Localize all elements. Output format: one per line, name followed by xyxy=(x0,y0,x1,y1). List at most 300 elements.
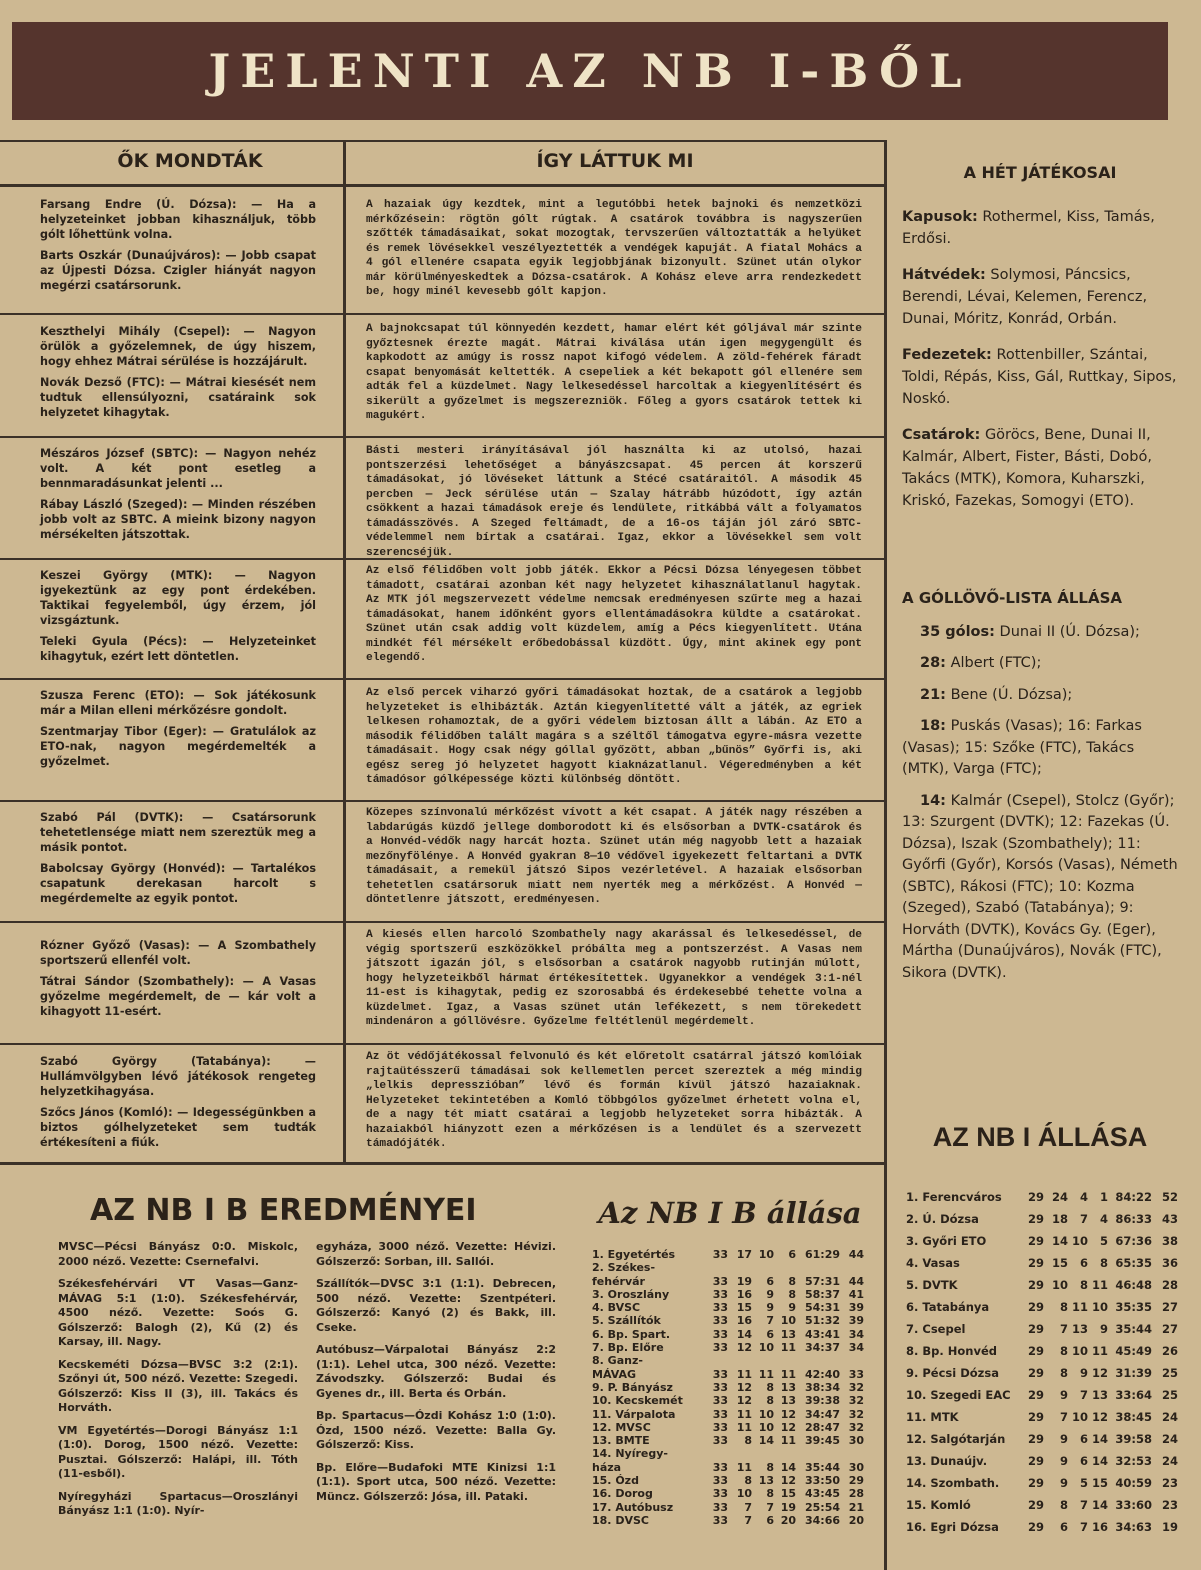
stat-cell xyxy=(840,1354,864,1367)
stat-cell: 8 xyxy=(1099,1256,1108,1270)
row-rule xyxy=(0,1043,887,1045)
quote: Szusza Ferenc (ETO): — Sok játékosunk már a Milan elleni mérkőzésre gondolt. xyxy=(40,689,316,717)
stat-cell: 11 xyxy=(736,1407,752,1421)
stat-cell: 33:64 xyxy=(1115,1388,1152,1402)
stat-cell: 8 xyxy=(766,1460,774,1474)
stat-cell: 9 xyxy=(1059,1454,1068,1468)
team-cell: 2. Székes- xyxy=(592,1261,656,1275)
stat-cell: 28:47 xyxy=(804,1420,840,1434)
team-cell: 1. Ferencváros xyxy=(906,1190,1002,1204)
nb1b-results-title: AZ NB I B EREDMÉNYEI xyxy=(90,1193,477,1228)
stat-cell: 28 xyxy=(848,1487,864,1501)
stat-cell: 38:34 xyxy=(804,1380,840,1394)
stat-cell: 13 xyxy=(1071,1322,1088,1336)
nb1b-standings-table xyxy=(592,1248,864,1527)
stat-cell: 67:36 xyxy=(1115,1234,1152,1248)
result-item: Bp. Spartacus—Ózdi Kohász 1:0 (1:0). Ózd, 1500 néző. Vezette: Balla Gy. Gólszerző: Kiss. xyxy=(316,1409,556,1451)
quote: Farsang Endre (Ú. Dózsa): — Ha a helyzeteinket jobban kihasználjuk, több gólt lőhettünk volna. xyxy=(40,198,316,241)
stat-cell: 19 xyxy=(736,1274,752,1288)
table-row xyxy=(592,1514,864,1527)
headline-banner xyxy=(12,22,1168,120)
stat-cell: 12 xyxy=(736,1380,752,1394)
stat-cell: 33 xyxy=(712,1474,728,1488)
rule-header-bottom xyxy=(0,184,887,187)
team-cell: 4. Vasas xyxy=(906,1256,960,1270)
stat-cell: 10 xyxy=(736,1487,752,1501)
stat-cell: 29 xyxy=(1027,1190,1044,1204)
stat-cell: 29 xyxy=(1027,1454,1044,1468)
table-row xyxy=(592,1301,864,1314)
match-report: A kiesés ellen harcoló Szombathely nagy akarással és lelkesedéssel, de végig sportszerű eszközökkel próbálta meg a pontszerzést. A Vasas nem játszott igazán jól, s elsősorban a csatárok nagyobb rutinján múlott, hogy helyzeteikből hármat értékesítettek. Ugyanekkor a vendégek 3:1-nél 11-est is kihagytak, pedig ez szorosabbá és érdekesebbé tehette volna a küzdelmet. Igaz, a Vasas szünet után lefékezett, s nem törekedett mindenáron a góllövésre. Győzelme feltétlenül megérdemelt. xyxy=(366,929,862,1028)
stat-cell: 8 xyxy=(1059,1344,1068,1358)
stat-cell: 33 xyxy=(712,1394,728,1408)
stat-cell: 29 xyxy=(1027,1432,1044,1446)
stat-cell: 11 xyxy=(1091,1344,1108,1358)
stat-cell: 7 xyxy=(1079,1212,1088,1226)
stat-cell: 34:37 xyxy=(804,1341,840,1355)
table-row xyxy=(906,1494,1178,1516)
nb1-table-title: AZ NB I ÁLLÁSA xyxy=(932,1122,1148,1152)
stat-cell: 26 xyxy=(1161,1344,1178,1358)
stat-cell: 15 xyxy=(780,1487,796,1501)
divider-left xyxy=(343,140,346,1162)
stat-cell: 29 xyxy=(1027,1212,1044,1226)
stat-cell: 33:60 xyxy=(1115,1498,1152,1512)
divider-right xyxy=(884,140,887,1570)
match-report: Az első percek viharzó győri támadásokat hoztak, de a csatárok a legjobb helyzeteket is elhibázták. Aztán kiegyenlítetté vált a játék, az egriek lelkesen rohamoztak, de a győri védelem biztosan állt a lábán. Az ETO a második félidőben talált magára s a széltől támogatva egyre-másra vezette támadásait. Hogy csak négy góllal győzött, abban „bűnös” Győrfi is, aki egész sereg jó helyzetet hagyott kiaknázatlanul. Végeredményben a két támadósor gólképessége közti különbség döntött. xyxy=(366,687,862,786)
team-cell: 18. DVSC xyxy=(592,1513,649,1527)
stat-cell: 11 xyxy=(1071,1300,1088,1314)
stat-cell: 6 xyxy=(1059,1520,1068,1534)
said-column-title: ŐK MONDTÁK xyxy=(117,150,263,172)
table-row xyxy=(906,1340,1178,1362)
stat-cell: 19 xyxy=(780,1500,796,1514)
stat-cell xyxy=(700,1261,728,1274)
stat-cell: 8 xyxy=(744,1434,752,1448)
team-cell: 2. Ú. Dózsa xyxy=(906,1212,979,1226)
stat-cell: 41 xyxy=(848,1287,864,1301)
stat-cell: 11 xyxy=(758,1367,774,1381)
stat-cell xyxy=(752,1354,774,1367)
stat-cell: 10 xyxy=(758,1248,774,1261)
stat-cell xyxy=(752,1261,774,1274)
said-block xyxy=(40,446,316,548)
stat-cell: 14 xyxy=(1051,1234,1068,1248)
stat-cell: 44 xyxy=(848,1248,864,1261)
stat-cell: 20 xyxy=(848,1513,864,1527)
team-cell: 14. Nyíregy- xyxy=(592,1447,668,1461)
stat-cell: 35:35 xyxy=(1115,1300,1152,1314)
table-row xyxy=(592,1314,864,1327)
stat-cell: 13 xyxy=(780,1327,796,1341)
stat-cell: 10 xyxy=(1071,1234,1088,1248)
stat-cell: 33 xyxy=(712,1274,728,1288)
quote: Rózner Győző (Vasas): — A Szombathely sportszerű ellenfél volt. xyxy=(40,939,316,967)
stat-cell: 7 xyxy=(1079,1388,1088,1402)
table-row xyxy=(592,1261,864,1274)
table-row xyxy=(906,1296,1178,1318)
quote: Szentmarjay Tibor (Eger): — Gratulálok az ETO-nak, nagyon megérdemelték a győzelmet. xyxy=(40,725,316,768)
stat-cell: 25 xyxy=(1161,1366,1178,1380)
stat-cell: 33 xyxy=(848,1367,864,1381)
table-row xyxy=(906,1362,1178,1384)
stat-cell: 33 xyxy=(712,1420,728,1434)
table-row xyxy=(592,1447,864,1460)
stat-cell: 12 xyxy=(1091,1366,1108,1380)
stat-cell: 38 xyxy=(1161,1234,1178,1248)
stat-cell: 23 xyxy=(1161,1498,1178,1512)
nb1-standings-table xyxy=(906,1186,1178,1538)
team-cell: 12. MVSC xyxy=(592,1420,651,1434)
stat-cell xyxy=(700,1447,728,1460)
stat-cell: 34 xyxy=(848,1327,864,1341)
table-row xyxy=(592,1408,864,1421)
stat-cell: 8 xyxy=(788,1274,796,1288)
stat-cell: 7 xyxy=(1079,1498,1088,1512)
table-row xyxy=(906,1406,1178,1428)
stat-cell: 46:48 xyxy=(1115,1278,1152,1292)
stat-cell: 13 xyxy=(780,1380,796,1394)
stat-cell: 29 xyxy=(1027,1388,1044,1402)
stat-cell: 4 xyxy=(1079,1190,1088,1204)
stat-cell: 27 xyxy=(1161,1300,1178,1314)
quote: Novák Dezső (FTC): — Mátrai kiesését nem tudtuk ellensúlyozni, csatáraink sok helyzetet kihagytak. xyxy=(40,376,316,419)
table-row xyxy=(592,1275,864,1288)
stat-cell: 17 xyxy=(736,1248,752,1261)
nb1b-results-col2 xyxy=(316,1240,556,1512)
stat-cell: 6 xyxy=(788,1248,796,1261)
stat-cell: 29 xyxy=(1027,1234,1044,1248)
stat-cell: 35:44 xyxy=(1115,1322,1152,1336)
quote: Szabó Pál (DVTK): — Csatársorunk tehetetlensége miatt nem szereztük meg a másik pontot. xyxy=(40,811,316,854)
table-row xyxy=(592,1328,864,1341)
stat-cell: 8 xyxy=(766,1487,774,1501)
stat-cell xyxy=(796,1354,840,1367)
table-row xyxy=(592,1354,864,1367)
stat-cell: 43:45 xyxy=(804,1487,840,1501)
result-item: Nyíregyházi Spartacus—Oroszlányi Bányász 1:1 (1:0). Nyír- xyxy=(58,1489,298,1517)
nb1b-table-title: Az NB I B állása xyxy=(598,1196,862,1230)
table-row xyxy=(906,1472,1178,1494)
stat-cell: 6 xyxy=(1079,1256,1088,1270)
stat-cell: 12 xyxy=(780,1420,796,1434)
table-row xyxy=(906,1274,1178,1296)
stat-cell: 29 xyxy=(1027,1278,1044,1292)
stat-cell: 44 xyxy=(848,1274,864,1288)
stat-cell: 33 xyxy=(712,1500,728,1514)
table-row xyxy=(906,1208,1178,1230)
stat-cell: 29 xyxy=(1027,1520,1044,1534)
stat-cell: 14 xyxy=(1091,1432,1108,1446)
stat-cell: 29 xyxy=(1027,1344,1044,1358)
nb1b-results-col1 xyxy=(58,1240,298,1527)
stat-cell: 34 xyxy=(848,1341,864,1355)
row-rule xyxy=(0,921,887,923)
headline-title: JELENTI AZ NB I-BŐL xyxy=(208,44,972,98)
quote: Tátrai Sándor (Szombathely): — A Vasas győzelme megérdemelt, de — kár volt a kihagyott 11-esért. xyxy=(40,975,316,1018)
stat-cell: 29 xyxy=(1027,1366,1044,1380)
stat-cell: 34:66 xyxy=(804,1513,840,1527)
stat-cell: 14 xyxy=(1091,1454,1108,1468)
stat-cell: 9 xyxy=(766,1301,774,1315)
stat-cell: 9 xyxy=(1099,1322,1108,1336)
stat-cell: 29 xyxy=(1027,1256,1044,1270)
stat-cell xyxy=(796,1447,840,1460)
team-cell: 1. Egyetértés xyxy=(592,1248,676,1261)
stat-cell xyxy=(700,1354,728,1367)
row-rule xyxy=(0,313,887,315)
result-item: MVSC—Pécsi Bányász 0:0. Miskolc, 2000 néző. Vezette: Csernefalvi. xyxy=(58,1240,298,1268)
team-cell: 14. Szombath. xyxy=(906,1476,1000,1490)
stat-cell: 9 xyxy=(1059,1476,1068,1490)
team-cell: 9. P. Bányász xyxy=(592,1380,673,1394)
stat-cell: 11 xyxy=(736,1420,752,1434)
table-row xyxy=(592,1381,864,1394)
stat-cell: 65:35 xyxy=(1115,1256,1152,1270)
players-goalkeepers: Kapusok: Rothermel, Kiss, Tamás, Erdősi. xyxy=(902,209,1155,247)
stat-cell: 32 xyxy=(848,1420,864,1434)
table-row xyxy=(592,1248,864,1261)
stat-cell: 6 xyxy=(766,1327,774,1341)
team-cell: 12. Salgótarján xyxy=(906,1432,1006,1446)
stat-cell: 24 xyxy=(1051,1190,1068,1204)
team-cell: 6. Bp. Spart. xyxy=(592,1327,671,1341)
row-rule xyxy=(0,678,887,680)
stat-cell: 8 xyxy=(744,1474,752,1488)
stat-cell: 15 xyxy=(736,1301,752,1315)
table-row xyxy=(592,1434,864,1447)
stat-cell: 10 xyxy=(1051,1278,1068,1292)
team-cell: 11. MTK xyxy=(906,1410,959,1424)
stat-cell: 6 xyxy=(1079,1432,1088,1446)
result-item: Székesfehérvári VT Vasas—Ganz-MÁVAG 5:1 (1:0). Székesfehérvár, 4500 néző. Vezette: Soós G. Gólszerző: Balogh (2), Kű (2) és Karsay, ill. Nagy. xyxy=(58,1277,298,1348)
stat-cell: 33 xyxy=(712,1407,728,1421)
stat-cell: 58:37 xyxy=(804,1287,840,1301)
stat-cell: 33 xyxy=(712,1487,728,1501)
stat-cell: 40:59 xyxy=(1115,1476,1152,1490)
stat-cell: 25:54 xyxy=(804,1500,840,1514)
stat-cell: 6 xyxy=(766,1274,774,1288)
table-row xyxy=(906,1230,1178,1252)
stat-cell: 33 xyxy=(712,1327,728,1341)
said-block xyxy=(40,568,316,670)
table-row xyxy=(592,1421,864,1434)
stat-cell: 12 xyxy=(780,1407,796,1421)
quote: Mészáros József (SBTC): — Nagyon nehéz volt. A két pont esetleg a bennmaradásunkat jelenti ... xyxy=(40,447,316,490)
players-defenders: Hátvédek: Solymosi, Páncsics, Berendi, Lévai, Kelemen, Ferencz, Dunai, Móritz, Konrád, Orbán. xyxy=(902,267,1148,327)
stat-cell: 12 xyxy=(780,1474,796,1488)
said-block xyxy=(40,197,316,299)
stat-cell: 10 xyxy=(780,1314,796,1328)
team-cell: 3. Győri ETO xyxy=(906,1234,987,1248)
team-cell: 8. Ganz- xyxy=(592,1354,643,1368)
result-item: Szállítók—DVSC 3:1 (1:1). Debrecen, 500 néző. Vezette: Szentpéteri. Gólszerző: Kanyó (2) és Bakk, ill. Cseke. xyxy=(316,1277,556,1334)
said-block xyxy=(40,938,316,1025)
team-cell: 10. Kecskemét xyxy=(592,1394,683,1408)
stat-cell: 29 xyxy=(1027,1322,1044,1336)
stat-cell: 33 xyxy=(712,1367,728,1381)
stat-cell xyxy=(752,1447,774,1460)
stat-cell: 19 xyxy=(1161,1520,1178,1534)
stat-cell: 9 xyxy=(1059,1388,1068,1402)
stat-cell: 7 xyxy=(1079,1520,1088,1534)
players-forwards: Csatárok: Göröcs, Bene, Dunai II, Kalmár, Albert, Fister, Básti, Dobó, Takács (MTK), Komora, Kuharszki, Kriskó, Fazekas, Somogyi (ETO). xyxy=(902,427,1152,509)
stat-cell: 11 xyxy=(1091,1278,1108,1292)
stat-cell: 35:44 xyxy=(804,1460,840,1474)
stat-cell: 16 xyxy=(736,1287,752,1301)
stat-cell: 8 xyxy=(766,1394,774,1408)
row-rule xyxy=(0,800,887,802)
row-rule xyxy=(0,436,887,438)
team-cell: 5. Szállítók xyxy=(592,1314,661,1328)
stat-cell xyxy=(840,1447,864,1460)
stat-cell: 11 xyxy=(736,1367,752,1381)
stat-cell: 36 xyxy=(1161,1256,1178,1270)
table-row xyxy=(592,1461,864,1474)
result-item: Bp. Előre—Budafoki MTE Kinizsi 1:1 (1:1). Sport utca, 500 néző. Vezette: Müncz. Gólszerző: Jósa, ill. Pataki. xyxy=(316,1460,556,1503)
stat-cell: 5 xyxy=(1099,1234,1108,1248)
stat-cell: 16 xyxy=(736,1314,752,1328)
stat-cell xyxy=(728,1354,752,1367)
stat-cell: 8 xyxy=(766,1380,774,1394)
stat-cell: 33 xyxy=(712,1314,728,1328)
stat-cell xyxy=(840,1261,864,1274)
stat-cell xyxy=(774,1447,796,1460)
stat-cell: 10 xyxy=(758,1420,774,1434)
stat-cell: 8 xyxy=(1059,1300,1068,1314)
team-cell: 13. BMTE xyxy=(592,1434,650,1448)
stat-cell: 7 xyxy=(1059,1410,1068,1424)
stat-cell: 9 xyxy=(788,1301,796,1315)
stat-cell: 24 xyxy=(1161,1410,1178,1424)
stat-cell: 29 xyxy=(848,1474,864,1488)
team-cell: 16. Dorog xyxy=(592,1487,653,1501)
quote: Babolcsay György (Honvéd): — Tartalékos csapatunk derekasan harcolt s megérdemelte az egyik pontot. xyxy=(40,862,316,905)
stat-cell: 32 xyxy=(848,1407,864,1421)
stat-cell: 38:45 xyxy=(1115,1410,1152,1424)
stat-cell: 8 xyxy=(1059,1498,1068,1512)
stat-cell: 10 xyxy=(758,1407,774,1421)
stat-cell xyxy=(774,1354,796,1367)
team-cell: 17. Autóbusz xyxy=(592,1500,674,1514)
stat-cell: 33 xyxy=(712,1380,728,1394)
goalscorer-entry: 21: Bene (Ú. Dózsa); xyxy=(920,686,1073,703)
team-cell: 16. Egri Dózsa xyxy=(906,1520,999,1534)
team-cell: fehérvár xyxy=(592,1274,645,1288)
match-report: Az első félidőben volt jobb játék. Ekkor a Pécsi Dózsa lényegesen többet támadott, csatárai azonban két nagy helyzetet kihasználatlanul hagytak. Az MTK jól megszervezett védelme nemcsak eredményesen szűrte meg a hazai támadásokat, hanem időnként gyors ellentámadásokra küldte a csatárokat. Szünet után csak addig volt küzdelem, amíg a Pécs kiegyenlített. Utána mindkét fél mérsékelt erőbedobással küzdött. Úgy, mint akinek egy pont elegendő. xyxy=(366,565,862,664)
stat-cell: 43:41 xyxy=(804,1327,840,1341)
stat-cell: 39:58 xyxy=(1115,1432,1152,1446)
stat-cell: 32:53 xyxy=(1115,1454,1152,1468)
stat-cell: 57:31 xyxy=(804,1274,840,1288)
stat-cell: 39:45 xyxy=(804,1434,840,1448)
stat-cell: 25 xyxy=(1161,1388,1178,1402)
stat-cell: 28 xyxy=(1161,1278,1178,1292)
stat-cell: 27 xyxy=(1161,1322,1178,1336)
stat-cell: 10 xyxy=(1071,1344,1088,1358)
match-report: A hazaiak úgy kezdtek, mint a legutóbbi hetek bajnoki és nemzetközi mérkőzésein: rögtön gólt rúgtak. A csatárok továbbra is nagyszerűen szőtték támadásaikat, sokat mozogtak, tervszerűen változtatták a helyüket és remek lövésekkel veszélyeztették a vendégek kapuját. A fiatal Mohács a 4 gól ellenére csapata egyik legjobbjának bizonyult. Szünet után olykor már körülményeskedtek a Dózsa-csatárok. A Kohász eleve arra rendezkedett be, hogy minél kevesebb gólt kapjon. xyxy=(366,199,862,298)
stat-cell: 33 xyxy=(712,1341,728,1355)
stat-cell: 12 xyxy=(736,1394,752,1408)
stat-cell: 23 xyxy=(1161,1476,1178,1490)
stat-cell xyxy=(774,1261,796,1274)
match-report: Básti mesteri irányításával jól használta ki az utolsó, hazai pontszerzési lehetőséget a bányászcsapat. 45 percen át korszerű támadásokat, jó lövéseket láttunk a Stécé csatáraitól. A második 45 percben — Jeck sérülése után — Szalay hátrább húzódott, így aztán csökkent a hazai támadások ereje és lendülete, ritkábbá vált a folyamatos támadásszövés. A Szeged feltámadt, de a 16-os táján jól záró SBTC-védelemmel nem bírtak a csatárai. Igaz, ekkor a lövésekkel sem volt szerencséjük. xyxy=(366,445,862,559)
stat-cell: 39 xyxy=(848,1314,864,1328)
team-cell: 9. Pécsi Dózsa xyxy=(906,1366,999,1380)
stat-cell: 33 xyxy=(712,1248,728,1261)
stat-cell: 7 xyxy=(766,1500,774,1514)
table-row xyxy=(906,1252,1178,1274)
result-item: Kecskeméti Dózsa—BVSC 3:2 (2:1). Szőnyi út, 500 néző. Vezette: Szegedi. Gólszerző: Kiss II (3), ill. Takács és Horváth. xyxy=(58,1357,298,1414)
quote: Szabó György (Tatabánya): — Hullámvölgyben lévő játékosok rengeteg helyzetkihagyása. xyxy=(40,1055,316,1098)
stat-cell: 6 xyxy=(1079,1454,1088,1468)
stat-cell: 12 xyxy=(736,1341,752,1355)
table-row xyxy=(906,1186,1178,1208)
stat-cell: 9 xyxy=(1059,1432,1068,1446)
stat-cell: 33 xyxy=(712,1513,728,1527)
table-row xyxy=(906,1516,1178,1538)
stat-cell: 84:22 xyxy=(1115,1190,1152,1204)
team-cell: 7. Csepel xyxy=(906,1322,966,1336)
stat-cell: 10 xyxy=(1071,1410,1088,1424)
stat-cell: 33 xyxy=(712,1301,728,1315)
stat-cell: 1 xyxy=(1099,1190,1108,1204)
table-row xyxy=(592,1394,864,1407)
stat-cell: 8 xyxy=(1079,1278,1088,1292)
stat-cell: 32 xyxy=(848,1394,864,1408)
stat-cell: 15 xyxy=(1091,1476,1108,1490)
team-cell: 5. DVTK xyxy=(906,1278,958,1292)
rule-header-top xyxy=(0,140,887,142)
stat-cell: 5 xyxy=(1079,1476,1088,1490)
stat-cell: 11 xyxy=(736,1460,752,1474)
goalscorer-entry: 18: Puskás (Vasas); 16: Farkas (Vasas); 15: Szőke (FTC), Takács (MTK), Varga (FTC); xyxy=(902,718,1142,777)
stat-cell: 7 xyxy=(744,1500,752,1514)
said-block xyxy=(40,810,316,912)
stat-cell: 39:38 xyxy=(804,1394,840,1408)
match-report: Az öt védőjátékossal felvonuló és két előretolt csatárral játszó komlóiak rajtaütésszerű támadásai sok kellemetlen percet szereztek a még mindig „lelkis depresszióban” lévő és formán kívül játszó hazaiaknak. Helyzeteket tekintetében a Komló többgólos győzelmet érhetett volna el, de a nagy tét miatt csatárai a legjobb helyzeteket sorra hibázták. A hazaiakból hiányzott ezen a mérkőzésen is a lendület és a szervezett támadójáték. xyxy=(366,1051,862,1150)
team-cell: MÁVAG xyxy=(592,1367,637,1381)
week-players xyxy=(902,206,1178,526)
stat-cell: 7 xyxy=(766,1314,774,1328)
stat-cell: 29 xyxy=(1027,1476,1044,1490)
stat-cell: 24 xyxy=(1161,1454,1178,1468)
stat-cell: 9 xyxy=(1079,1366,1088,1380)
stat-cell: 4 xyxy=(1099,1212,1108,1226)
stat-cell: 7 xyxy=(744,1513,752,1527)
table-row xyxy=(592,1501,864,1514)
team-cell: 15. Komló xyxy=(906,1498,971,1512)
stat-cell xyxy=(728,1447,752,1460)
table-row xyxy=(592,1341,864,1354)
table-row xyxy=(592,1474,864,1487)
stat-cell: 16 xyxy=(1091,1520,1108,1534)
stat-cell: 24 xyxy=(1161,1432,1178,1446)
stat-cell: 10 xyxy=(1091,1300,1108,1314)
team-cell: 13. Dunaújv. xyxy=(906,1454,988,1468)
stat-cell: 14 xyxy=(1091,1498,1108,1512)
said-block xyxy=(40,324,316,426)
result-item: egyháza, 3000 néző. Vezette: Hévizi. Gólszerző: Sorban, ill. Sallói. xyxy=(316,1240,556,1268)
stat-cell: 29 xyxy=(1027,1300,1044,1314)
table-row xyxy=(906,1318,1178,1340)
goalscorer-entry: 28: Albert (FTC); xyxy=(920,655,1042,671)
stat-cell: 10 xyxy=(758,1341,774,1355)
goalscorer-entry: 14: Kalmár (Csepel), Stolcz (Győr); 13: Szurgent (DVTK); 12: Fazekas (Ú. Dózsa), Iszak (Szombathely); 11: Győrfi (Győr), Korsós (Vasas), Németh (SBTC), Rákosi (FTC); 10: Kozma (Szeged), Szabó (Tatabánya); 9: Horváth (DVTK), Kovács Gy. (Eger), Mártha (Dunaújváros), Novák (FTC), Sikora (DVTK). xyxy=(902,792,1178,981)
stat-cell: 33 xyxy=(712,1434,728,1448)
stat-cell: 14 xyxy=(758,1434,774,1448)
team-cell: 7. Bp. Előre xyxy=(592,1341,664,1355)
